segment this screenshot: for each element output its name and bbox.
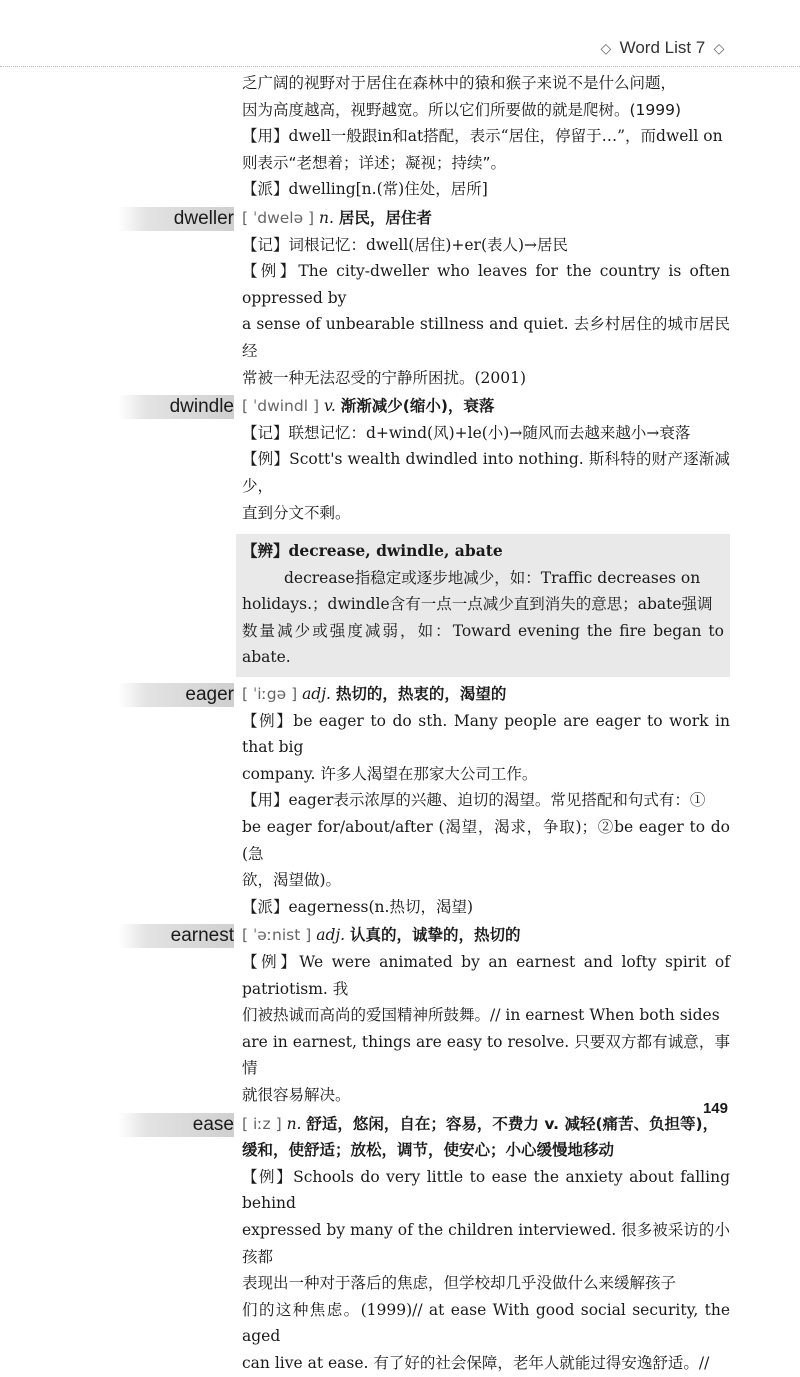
text-line: 【记】词根记忆：dwell(居住)+er(表人)→居民: [242, 235, 569, 254]
text-line: 欲，渴望做)。: [242, 871, 342, 890]
text-line: 【记】联想记忆：d+wind(风)+le(小)→随风而去越来越小→衰落: [242, 423, 691, 442]
usage-note-box: [236, 534, 730, 677]
part-of-speech: n.: [286, 1114, 302, 1133]
part-of-speech: v.: [323, 397, 336, 416]
headword: earnest: [170, 925, 234, 947]
phonetic: [ ˈəːnist ]: [242, 926, 312, 945]
part-of-speech: adj.: [316, 926, 346, 945]
phonetic: [ ˈiːgə ]: [242, 685, 298, 704]
entry-head-line: [242, 922, 730, 949]
text-line: 【用】eager表示浓厚的兴趣、迫切的渴望。常见搭配和句式有：①: [242, 791, 706, 810]
phonetic: [ ˈdwelə ]: [242, 208, 315, 227]
headword: dweller: [173, 207, 234, 229]
intro-block: [0, 70, 800, 203]
text-line: 【派】dwelling[n.(常)住处，居所]: [242, 180, 488, 199]
headword: dwindle: [169, 396, 234, 418]
text-line: 乏广阔的视野对于居住在森林中的猿和猴子来说不是什么问题，: [242, 74, 677, 92]
page-header: [0, 30, 800, 67]
headword: eager: [185, 684, 234, 706]
definition: 热切的，热衷的，渴望的: [335, 685, 507, 704]
text-line: 们的这种焦虑。(1999)// at ease With good social security, the aged: [242, 1300, 730, 1346]
diamond-icon: ◇: [713, 40, 725, 56]
part-of-speech: n.: [319, 208, 334, 227]
definition: 渐渐减少(缩小)，衰落: [340, 397, 495, 416]
page-number: 149: [702, 1100, 728, 1117]
text-line: expressed by many of the children interviewed. 很多被采访的小孩都: [242, 1220, 730, 1266]
text-line: 们被热诚而高尚的爱国精神所鼓舞。// in earnest When both sides: [242, 1006, 720, 1025]
text-line: 直到分文不剩。: [242, 503, 351, 522]
text-line: 【用】dwell一般跟in和at搭配，表示“居住，停留于…”，而dwell on: [242, 127, 723, 146]
text-line: 缓和，使舒适；放松，调节，使安心；小心缓慢地移动: [242, 1141, 615, 1160]
text-line: 【例】Schools do very little to ease the anxiety about falling behind: [242, 1167, 730, 1213]
text-line: 因为高度越高，视野越宽。所以它们所要做的就是爬树。(1999): [242, 100, 682, 119]
usage-note-title: 【辨】decrease, dwindle, abate: [242, 541, 503, 561]
running-head: [597, 38, 728, 58]
entry-earnest: [0, 922, 800, 1108]
text-line: 【例】be eager to do sth. Many people are eager to work in that big: [242, 711, 730, 757]
definition: 舒适，悠闲，自在；容易，不费力 v. 减轻(痛苦、负担等)，: [306, 1114, 719, 1133]
page-body: [0, 70, 800, 1377]
text-line: can live at ease. 有了好的社会保障，老年人就能过得安逸舒适。//: [242, 1353, 710, 1372]
text-line: decrease指稳定或逐步地减少，如：Traffic decreases on: [284, 568, 701, 587]
entry-ease: [0, 1111, 800, 1377]
text-line: holidays.；dwindle含有一点一点减少直到消失的意思；abate强调: [242, 595, 713, 614]
entry-dweller: [0, 205, 800, 391]
headword: ease: [192, 1113, 234, 1135]
phonetic: [ iːz ]: [242, 1114, 282, 1133]
definition: 认真的，诚挚的，热切的: [350, 926, 521, 945]
text-line: a sense of unbearable stillness and quiet. 去乡村居住的城市居民经: [242, 315, 730, 360]
part-of-speech: adj.: [302, 685, 331, 704]
text-line: 【例】The city-dweller who leaves for the country is often oppressed by: [242, 262, 730, 307]
text-line: be eager for/about/after (渴望，渴求，争取)；②be eager to do (急: [242, 818, 730, 863]
text-line: 数量减少或强度减弱，如：Toward evening the fire began to abate.: [242, 621, 724, 667]
text-line: 则表示“老想着；详述；凝视；持续”。: [242, 153, 507, 172]
text-line: 【例】Scott's wealth dwindled into nothing. 斯科特的财产逐渐减少，: [242, 450, 730, 495]
entry-head-line: [242, 205, 730, 232]
entry-dwindle: [0, 393, 800, 677]
running-head-text: Word List 7: [619, 38, 706, 57]
text-line: are in earnest, things are easy to resolve. 只要双方都有诚意，事情: [242, 1032, 730, 1078]
text-line: company. 许多人渴望在那家大公司工作。: [242, 764, 538, 783]
entry-head-line: [242, 393, 730, 420]
entry-eager: [0, 681, 800, 920]
definition: 居民，居住者: [338, 208, 432, 227]
text-line: 【例】We were animated by an earnest and lofty spirit of patriotism. 我: [242, 953, 730, 998]
entry-head-line: [242, 681, 730, 708]
text-line: 常被一种无法忍受的宁静所困扰。(2001): [242, 368, 527, 387]
text-line: 【派】eagerness(n.热切，渴望): [242, 897, 473, 916]
diamond-icon: ◇: [600, 40, 612, 56]
entry-head-line: [242, 1111, 730, 1138]
text-line: 就很容易解决。: [242, 1085, 351, 1104]
phonetic: [ ˈdwindl ]: [242, 397, 320, 416]
text-line: 表现出一种对于落后的焦虑，但学校却几乎没做什么来缓解孩子: [242, 1274, 677, 1293]
